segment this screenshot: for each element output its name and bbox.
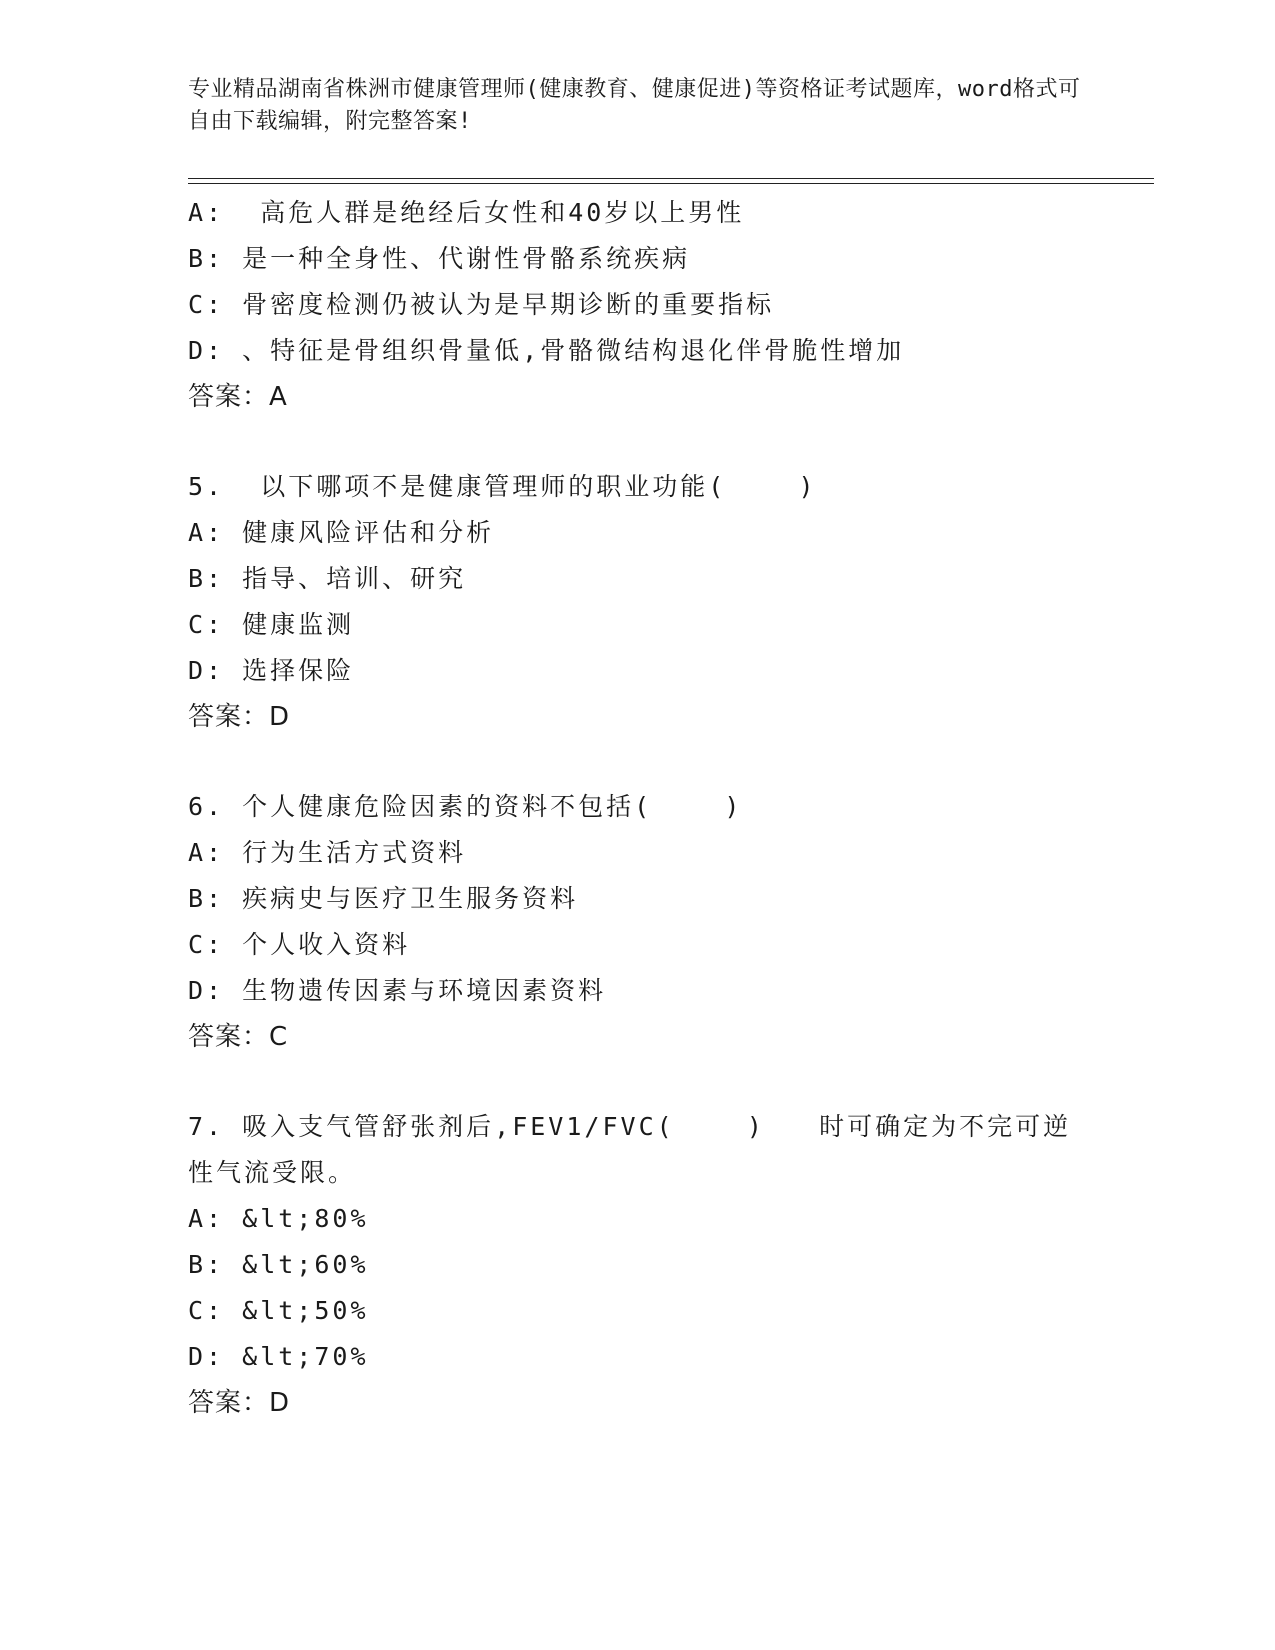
question-6-answer: 答案：C xyxy=(188,1022,289,1052)
question-7-option-a: A: &lt;80% xyxy=(188,1204,369,1233)
question-6-option-c: C: 个人收入资料 xyxy=(188,930,411,959)
question-5 xyxy=(188,464,1148,740)
document-header-intro: 专业精品湖南省株洲市健康管理师(健康教育、健康促进)等资格证考试题库，word格式可自由下载编辑，附完整答案! xyxy=(188,77,1081,134)
question-6-stem: 6. 个人健康危险因素的资料不包括( ) xyxy=(188,792,743,821)
question-4-answer: 答案：A xyxy=(188,382,288,412)
question-5-option-c: C: 健康监测 xyxy=(188,610,355,639)
question-list xyxy=(188,190,1148,1470)
question-6-option-a: A: 行为生活方式资料 xyxy=(188,838,467,867)
header-divider xyxy=(188,178,1154,184)
question-7-option-c: C: &lt;50% xyxy=(188,1296,369,1325)
question-4-option-b: B: 是一种全身性、代谢性骨骼系统疾病 xyxy=(188,244,691,273)
question-7-option-b: B: &lt;60% xyxy=(188,1250,369,1279)
question-5-stem: 5. 以下哪项不是健康管理师的职业功能( ) xyxy=(188,472,817,501)
question-5-answer: 答案：D xyxy=(188,702,291,732)
question-7-option-d: D: &lt;70% xyxy=(188,1342,369,1371)
question-7-answer: 答案：D xyxy=(188,1388,291,1418)
question-5-option-a: A: 健康风险评估和分析 xyxy=(188,518,495,547)
question-5-option-b: B: 指导、培训、研究 xyxy=(188,564,467,593)
question-7 xyxy=(188,1104,1148,1426)
question-6-option-d: D: 生物遗传因素与环境因素资料 xyxy=(188,976,607,1005)
question-4-option-c: C: 骨密度检测仍被认为是早期诊断的重要指标 xyxy=(188,290,775,319)
question-7-stem: 7. 吸入支气管舒张剂后,FEV1/FVC( ) 时可确定为不完可逆性气流受限。 xyxy=(188,1112,1072,1187)
question-6-option-b: B: 疾病史与医疗卫生服务资料 xyxy=(188,884,579,913)
question-5-option-d: D: 选择保险 xyxy=(188,656,355,685)
question-4-option-a: A: 高危人群是绝经后女性和40岁以上男性 xyxy=(188,198,745,227)
question-6 xyxy=(188,784,1148,1060)
question-4-option-d: D: 、特征是骨组织骨量低,骨骼微结构退化伴骨脆性增加 xyxy=(188,336,905,365)
question-4 xyxy=(188,190,1148,420)
